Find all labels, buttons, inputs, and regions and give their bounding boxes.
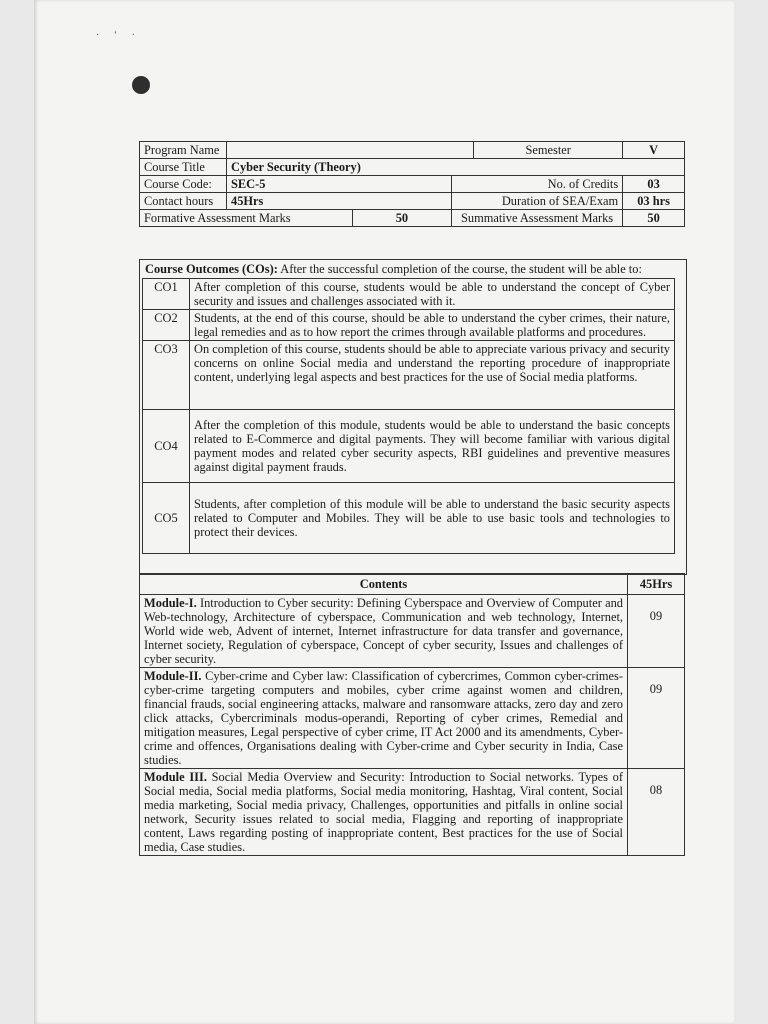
co-text: On completion of this course, students should be able to appreciate various privacy and security concerns on online Social media and understand the reporting procedure of inappropriate content, underlying legal aspects and best practices for the use of Social media platforms.: [190, 341, 675, 410]
module-text: Cyber-crime and Cyber law: Classification of cybercrimes, Common cyber-crimes- cyber-crime targeting computers and mobiles, cyber crime against women and children, financial frauds, social engineering attacks, malware and ransomware attacks, zero day and zero click attacks, Cybercriminals modus-operandi, Reporting of cyber crimes, Remedial and mitigation measures, Legal perspective of cyber crime, IT Act 2000 and its amendments, Cyber-crime and offences, Organisations dealing with Cyber-crime and Cyber security in India, Case studies.: [144, 669, 623, 767]
contents-hours-header: 45Hrs: [628, 574, 685, 595]
module-description: [140, 668, 628, 769]
semester-value: V: [623, 142, 685, 159]
course-title-label: Course Title: [140, 159, 227, 176]
duration-label: Duration of SEA/Exam: [451, 193, 622, 210]
co-row: [143, 279, 675, 310]
semester-label: Semester: [474, 142, 623, 159]
module-hours: 08: [628, 769, 685, 856]
credits-value: 03: [623, 176, 685, 193]
program-name-label: Program Name: [140, 142, 227, 159]
module-title: Module-I.: [144, 596, 197, 610]
co-row: [143, 310, 675, 341]
summative-value: 50: [623, 210, 685, 227]
course-title-value: Cyber Security (Theory): [227, 159, 685, 176]
module-text: Social Media Overview and Security: Introduction to Social networks. Types of Social media, Social media platforms, Social media monitoring, Hashtag, Viral content, Social media marketing, Social media privacy, Challenges, opportunities and pitfalls in online social network, Security issues related to social media, Flagging and reporting of inappropriate content, Laws regarding posting of inappropriate content, Best practices for the use of Social media, Case studies.: [144, 770, 623, 854]
module-title: Module III.: [144, 770, 207, 784]
module-row: [140, 769, 685, 856]
module-description: [140, 769, 628, 856]
co-text: After completion of this course, students would be able to understand the concept of Cyber security and issues and challenges associated with it.: [190, 279, 675, 310]
module-hours: 09: [628, 595, 685, 668]
course-code-label: Course Code:: [140, 176, 227, 193]
course-outcomes-heading-bold: Course Outcomes (COs):: [145, 262, 278, 276]
co-text: After the completion of this module, students would be able to understand the basic concepts related to E-Commerce and digital payments. They will become familiar with various digital payment modes and related cyber security aspects, RBI guidelines and preventive measures against digital payment frauds.: [190, 410, 675, 483]
course-info-table: [139, 141, 685, 227]
co-code: CO4: [143, 410, 190, 483]
co-code: CO5: [143, 483, 190, 554]
formative-value: 50: [352, 210, 451, 227]
contents-header: Contents: [140, 574, 628, 595]
co-row: [143, 410, 675, 483]
duration-value: 03 hrs: [623, 193, 685, 210]
co-code: CO3: [143, 341, 190, 410]
course-outcomes-box: [139, 259, 687, 575]
course-outcomes-table: [142, 278, 675, 554]
punch-hole: [132, 76, 150, 94]
module-row: [140, 595, 685, 668]
contents-header-row: [140, 574, 685, 595]
info-row-program: [140, 142, 685, 159]
co-row: [143, 483, 675, 554]
module-row: [140, 668, 685, 769]
contact-hours-label: Contact hours: [140, 193, 227, 210]
co-code: CO2: [143, 310, 190, 341]
contact-hours-value: 45Hrs: [227, 193, 452, 210]
module-description: [140, 595, 628, 668]
module-hours: 09: [628, 668, 685, 769]
program-name-value: [227, 142, 474, 159]
summative-label: Summative Assessment Marks: [451, 210, 622, 227]
co-text: Students, after completion of this module will be able to understand the basic security aspects related to Computer and Mobiles. They will be able to use basic tools and technologies to protect their devices.: [190, 483, 675, 554]
co-code: CO1: [143, 279, 190, 310]
info-row-code: [140, 176, 685, 193]
info-row-title: [140, 159, 685, 176]
credits-label: No. of Credits: [451, 176, 622, 193]
course-outcomes-heading: [145, 262, 642, 277]
course-outcomes-heading-text: After the successful completion of the course, the student will be able to:: [277, 262, 642, 276]
module-title: Module-II.: [144, 669, 202, 683]
course-code-value: SEC-5: [227, 176, 452, 193]
info-row-hours: [140, 193, 685, 210]
contents-table: [139, 573, 685, 856]
formative-label: Formative Assessment Marks: [140, 210, 353, 227]
module-text: Introduction to Cyber security: Defining Cyberspace and Overview of Computer and Web-technology, Architecture of cyberspace, Communication and web technology, Internet, World wide web, Advent of internet, Internet infrastructure for data transfer and governance, Internet society, Regulation of cyberspace, Concept of cyber security, Issues and challenges of cyber security.: [144, 596, 623, 666]
paper-specks: · ʻ ·: [96, 30, 141, 41]
co-text: Students, at the end of this course, should be able to understand the cyber crimes, their nature, legal remedies and as to how report the crimes through available platforms and procedures.: [190, 310, 675, 341]
info-row-marks: [140, 210, 685, 227]
co-row: [143, 341, 675, 410]
